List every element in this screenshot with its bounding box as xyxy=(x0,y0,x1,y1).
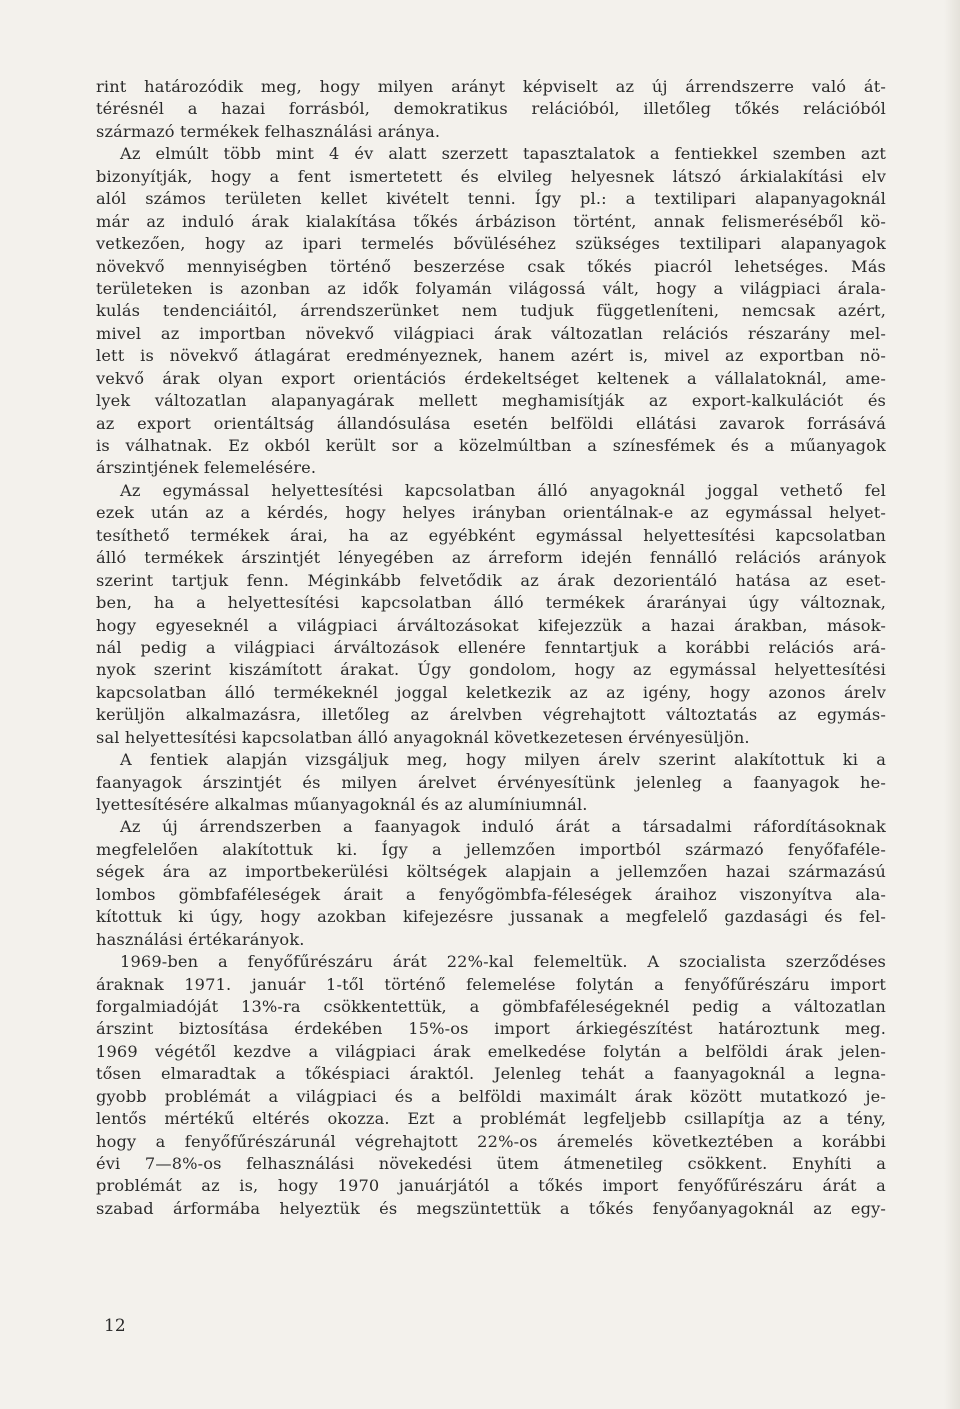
body-text xyxy=(96,76,886,1220)
text-line: ségek ára az importbekerülési költségek alapjain a jellemzően hazai származású xyxy=(96,862,886,882)
text-line: már az induló árak kialakítása tőkés árbázison történt, annak felismeréséből kö- xyxy=(96,211,886,231)
text-line: bizonyítják, hogy a fent ismertetett és elvileg helyesnek látszó árkialakítási elv xyxy=(96,166,886,186)
text-line: ben, ha a helyettesítési kapcsolatban álló termékek árarányai úgy változnak, xyxy=(96,593,886,613)
text-line: vekvő árak olyan export orientációs érdekeltséget keltenek a vállalatoknál, ame- xyxy=(96,368,886,388)
text-line: gyobb problémát a világpiaci és a belföldi maximált árak között mutatkozó je- xyxy=(96,1086,886,1106)
page-edge-shadow xyxy=(944,0,960,1409)
text-line: kapcsolatban álló termékeknél joggal keletkezik az az igény, hogy azonos árelv xyxy=(96,682,886,702)
text-line: lyek változatlan alapanyagárak mellett meghamisítják az export-kalkulációt és xyxy=(96,391,886,411)
text-line: nál pedig a világpiaci árváltozások ellenére fenntartjuk a korábbi relációs ará- xyxy=(96,637,886,657)
text-line: mivel az importban növekvő világpiaci árak változatlan relációs részarány mel- xyxy=(96,323,886,343)
text-line: tesíthető termékek árai, ha az egyébként egymással helyettesítési kapcsolatban xyxy=(96,525,886,545)
text-line: Az elmúlt több mint 4 év alatt szerzett tapasztalatok a fentiekkel szemben azt xyxy=(120,144,886,164)
text-line: szabad árformába helyeztük és megszüntettük a tőkés fenyőanyagoknál az egy- xyxy=(96,1198,886,1218)
text-line: sal helyettesítési kapcsolatban álló anyagoknál következetesen érvényesüljön. xyxy=(96,727,750,747)
text-line: rint határozódik meg, hogy milyen arányt képviselt az új árrendszerre való át- xyxy=(96,77,886,96)
text-line: kerüljön alkalmazásra, illetőleg az árelvben végrehajtott változtatás az egymás- xyxy=(96,705,886,725)
text-line: vetkezően, hogy az ipari termelés bővüléséhez szükséges textilipari alapanyagok xyxy=(96,234,886,254)
text-line: Az új árrendszerben a faanyagok induló árát a társadalmi ráfordításoknak xyxy=(120,817,886,837)
text-line: faanyagok árszintjét és milyen árelvet érvényesítünk jelenleg a faanyagok he- xyxy=(96,772,886,792)
page-number: 12 xyxy=(104,1316,126,1336)
text-line: forgalmiadóját 13%-ra csökkentettük, a gömbfaféleségeknél pedig a változatlan xyxy=(96,996,886,1016)
text-line: lett is növekvő átlagárat eredményeznek, hanem azért is, mivel az exportban nö- xyxy=(96,346,886,366)
text-line: ezek után az a kérdés, hogy helyes irányban orientálnak-e az egymással helyet- xyxy=(96,503,886,523)
text-line: nyok szerint kiszámított árakat. Úgy gondolom, hogy az egymással helyettesítési xyxy=(96,660,886,680)
text-line: lombos gömbfaféleségek árait a fenyőgömbfa-féleségek áraihoz viszonyítva ala- xyxy=(96,884,886,904)
text-line: áraknak 1971. január 1-től történő felemelése folytán a fenyőfűrészáru import xyxy=(96,974,886,994)
text-line: álló termékek árszintjét lényegében az árreform idején fennálló relációs arányok xyxy=(96,548,886,568)
text-line: szerint tartjuk fenn. Méginkább felvetődik az árak dezorientáló hatása az eset- xyxy=(96,570,886,590)
text-line: területeken is azonban az idők folyamán világossá vált, hogy a világpiaci árala- xyxy=(96,278,886,298)
text-line: Az egymással helyettesítési kapcsolatban álló anyagoknál joggal vethető fel xyxy=(120,480,886,500)
text-line: térésnél a hazai forrásból, demokratikus relációból, illetőleg tőkés relációból xyxy=(96,99,886,119)
text-line: árszintjének felemelésére. xyxy=(96,458,317,478)
text-line: is válhatnak. Ez okból került sor a közelmúltban a színesfémek és a műanyagok xyxy=(96,436,886,455)
text-line: az export orientáltság állandósulása esetén belföldi ellátási zavarok forrásává xyxy=(96,413,886,433)
text-line: származó termékek felhasználási aránya. xyxy=(96,121,441,141)
text-line: alól számos területen kellet kivételt tenni. Így pl.: a textilipari alapanyagoknál xyxy=(96,189,886,209)
text-line: növekvő mennyiségben történő beszerzése csak tőkés piacról lehetséges. Más xyxy=(96,256,886,276)
text-line: kítottuk ki úgy, hogy azokban kifejezésre jussanak a megfelelő gazdasági és fel- xyxy=(96,907,886,927)
text-line: 1969-ben a fenyőfűrészáru árát 22%-kal felemeltük. A szocialista szerződéses xyxy=(120,952,886,972)
text-line: 1969 végétől kezdve a világpiaci árak emelkedése folytán a belföldi árak jelen- xyxy=(96,1041,886,1061)
text-line: lentős mértékű eltérés okozza. Ezt a problémát legfeljebb csillapítja az a tény, xyxy=(96,1109,886,1129)
text-line: megfelelően alakítottuk ki. Így a jellemzően importból származó fenyőfaféle- xyxy=(96,839,886,859)
text-line: használási értékarányok. xyxy=(96,929,305,949)
text-line: lyettesítésére alkalmas műanyagoknál és az alumíniumnál. xyxy=(96,795,588,814)
text-line: tősen elmaradtak a tőkéspiaci áraktól. Jelenleg tehát a faanyagoknál a legna- xyxy=(96,1064,886,1084)
text-line: problémát az is, hogy 1970 januárjától a tőkés import fenyőfűrészáru árát a xyxy=(96,1176,886,1196)
text-line: hogy a fenyőfűrészárunál végrehajtott 22%-os áremelés következtében a korábbi xyxy=(96,1131,886,1151)
text-line: hogy egyeseknél a világpiaci árváltozásokat kifejezzük a hazai árakban, mások- xyxy=(96,615,886,635)
text-line: árszint biztosítása érdekében 15%-os import árkiegészítést határoztunk meg. xyxy=(96,1019,886,1039)
text-line: A fentiek alapján vizsgáljuk meg, hogy milyen árelv szerint alakítottuk ki a xyxy=(120,750,886,770)
text-line: évi 7—8%-os felhasználási növekedési ütem átmenetileg csökkent. Enyhíti a xyxy=(96,1154,886,1173)
text-line: kulás tendenciáitól, árrendszerünket nem tudjuk függetleníteni, nemcsak azért, xyxy=(96,301,886,321)
